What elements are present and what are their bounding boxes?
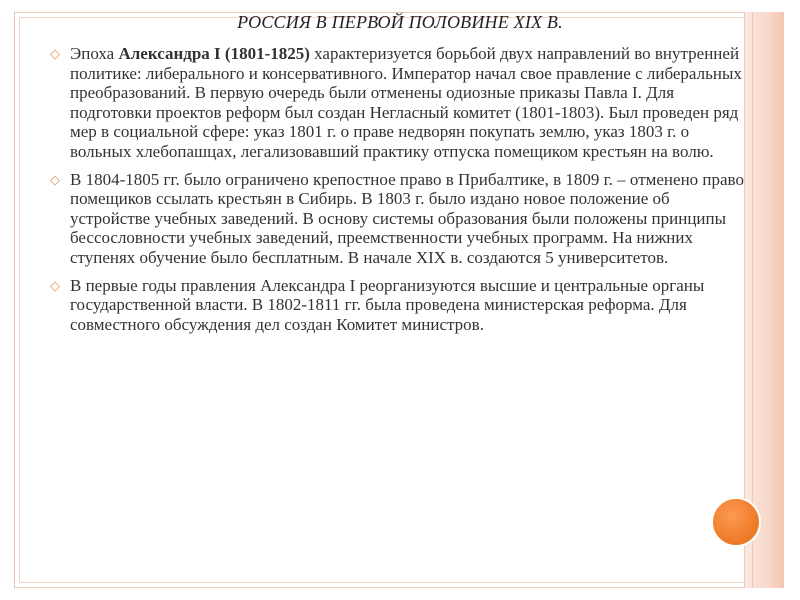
paragraph-2 [50, 170, 745, 268]
decorative-circle-icon [711, 497, 761, 547]
diamond-bullet-icon: ◇ [50, 172, 60, 188]
paragraph-1-text: характеризуется борьбой двух направлений во внутренней политике: либерального и консервативного. Император начал свое правление с либеральных преобразований. В первую очередь были отменены одиозные приказы Павла I. Для подготовки проектов реформ был создан Негласный комитет (1801-1803). Был проведен ряд мер в социальной сфере: указ 1801 г. о праве недворян покупать землю, указ 1803 г. о вольных хлебопашцах, легализовавший практику отпуска помещиком крестьян на волю. [70, 44, 742, 161]
paragraph-1-bold: Александра I (1801-1825) [118, 44, 310, 63]
decorative-band-line [752, 12, 753, 588]
slide-title: РОССИЯ В ПЕРВОЙ ПОЛОВИНЕ XIX В. [237, 12, 563, 32]
paragraph-1 [50, 44, 745, 162]
diamond-bullet-icon: ◇ [50, 278, 60, 294]
diamond-bullet-icon: ◇ [50, 47, 60, 62]
paragraph-3-text: В первые годы правления Александра I реорганизуются высшие и центральные органы государственной власти. В 1802-1811 гг. была проведена министерская реформа. Для совместного обсуждения дел создан Комитет министров. [70, 275, 705, 334]
paragraph-1-lead: Эпоха [70, 44, 119, 63]
paragraph-3 [50, 276, 745, 335]
slide-body [50, 44, 745, 342]
paragraph-2-text: В 1804-1805 гг. было ограничено крепостное право в Прибалтике, в 1809 г. – отменено право помещиков ссылать крестьян в Сибирь. В 1803 г. было издано новое положение об устройстве учебных заведений. В основу системы образования были положены принципы бессословности учебных заведений, преемственности учебных программ. На нижних ступенях обучение было бесплатным. В начале XIX в. создаются 5 университетов. [70, 169, 744, 267]
